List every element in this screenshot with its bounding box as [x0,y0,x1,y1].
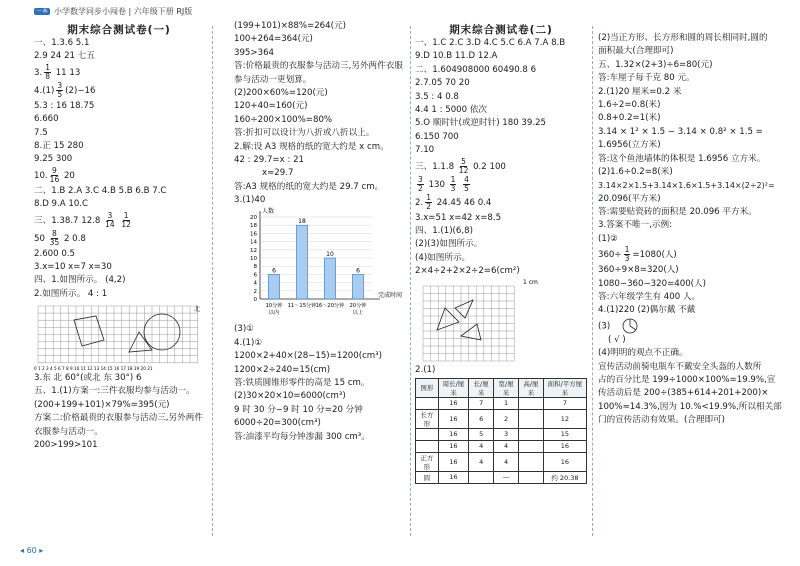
answer-table [415,378,587,484]
ans: 1200×2÷240=15(cm) [234,364,331,375]
table-header-cell: 图形 [416,378,439,397]
ans: (4)如图所示。 [415,252,471,263]
table-cell: 2 [494,409,519,428]
table-header-cell: 宽/厘米 [494,378,519,397]
fraction: $\frac{1}{2}$ [426,192,431,211]
ans: 3.x=51 x=42 x=8.5 [415,212,502,223]
triangle-shape [437,308,459,330]
bar-value-label: 18 [298,218,306,226]
ans: 答:A3 规格的纸的宽大约是 29.7 cm。 [234,181,384,192]
ans: 3.东 北 60°(或北 东 30°) 6 [34,373,142,384]
ans: 5.3 : 16 18.75 [34,100,95,111]
series-badge: 一本 [35,8,48,15]
table-header-cell: 长/厘米 [469,378,494,397]
ans: 8.正 15 280 [34,140,84,151]
bar-value-label: 6 [272,267,276,275]
table-row [416,440,587,452]
table-cell [518,471,543,483]
ans: 4.(1)① [234,337,263,348]
ans: 4.(1) $\frac{3}{5}$ (2)−16 [34,80,96,99]
ans: 9 时 30 分−9 时 10 分=20 分钟 [234,404,363,415]
table-cell: 4 [469,452,494,471]
ans: 2. $\frac{1}{2}$ 24.45 46 0.4 [415,192,492,211]
table-cell: 16 [438,428,469,440]
ans: 答:需要贴瓷砖的面积是 20.096 平方米。 [598,207,757,218]
ans: 2.9 24 21 七五 [34,51,95,62]
x-tick-label: 以上 [352,310,364,317]
ans: 6.660 [34,114,59,125]
x-tick-label: 11～15分钟 [287,303,317,310]
table-cell: 16 [438,397,469,409]
ans: 3.5 : 4 0.8 [415,91,459,102]
table-row [416,428,587,440]
ans: 4.4 1 : 5000 依次 [415,104,488,115]
table-cell: 15 [543,428,586,440]
test-title-1: 期末综合测试卷(一) [67,24,171,36]
ans: 一、1.3.6 5.1 [34,38,90,48]
fraction: $\frac{8}{35}$ [49,228,60,247]
ans: 3.14×2×1.5+3.14×1.6×1.5+3.14×(2÷2)²= [598,181,775,191]
page-number: ◂ 60 ▸ [20,546,44,555]
table-cell [518,397,543,409]
series-title: 小学数学同步小闯卷 | 六年级下册 RJ版 [54,7,193,16]
y-tick-label: 20 [250,215,257,222]
ans: 2.解:设 A3 规格的纸的宽大约是 x cm。 [234,141,389,152]
ans: 3.x=10 x=7 x=30 [34,261,112,272]
table-cell [416,397,439,409]
transform-grid-figure [415,278,587,364]
ans: (1)② [598,233,618,244]
bar [296,226,307,300]
bar [268,275,279,300]
bar [352,275,363,300]
bar-value-label: 6 [356,267,360,275]
ans: 答:车厘子每千克 80 元。 [598,73,695,84]
table-cell: 4 [469,440,494,452]
ans: 五、1.(1)方案一:三件衣服均参与活动一。 [34,386,195,397]
column-4 [598,32,788,428]
table-cell: 1 [494,397,519,409]
triangle-shape [129,332,152,352]
fraction: $\frac{9}{16}$ [49,165,60,184]
ans: 2.如图所示。 4 : 1 [34,288,108,299]
ans: 二、1.B 2.A 3.C 4.B 5.B 6.B 7.C [34,185,167,196]
ans: 3. $\frac{1}{8}$ 11 13 [34,62,81,81]
ans: 一、1.C 2.C 3.D 4.C 5.C 6.A 7.A 8.B [415,38,566,48]
table-header-cell: 高/厘米 [518,378,543,397]
table-cell: 16 [438,409,469,428]
table-row [416,397,587,409]
table-cell [416,440,439,452]
table-cell: 16 [438,452,469,471]
table-cell: 5 [469,428,494,440]
ans: 3.(1)40 [234,195,266,206]
bar-chart [234,207,404,323]
y-tick-label: 12 [250,248,257,255]
table-cell: 16 [438,471,469,483]
ans: 200>199>101 [34,440,98,451]
ans: 20.096(平方米) [598,193,661,204]
x-tick-label: 20分钟 [349,303,367,310]
ans: 方案二:价格最贵的衣服参与活动三,另外两件 [34,413,203,424]
ans: (2)200×60%=120(元) [234,87,328,98]
ans: 2×4÷2+2×2÷2=6(cm²) [415,266,520,277]
y-tick-label: 4 [253,281,257,288]
table-cell: 4 [494,440,519,452]
ans: 0.8+0.2=1(米) [598,113,661,124]
ans: 3.答案不唯一,示例: [598,220,672,231]
table-cell: 6 [469,409,494,428]
fraction: $\frac{5}{12}$ [458,156,469,175]
ans: 答:铁质圆锥形零件的高是 15 cm。 [234,378,370,389]
column-1 [34,22,204,452]
fraction: $\frac{1}{8}$ [45,62,50,81]
ans: (2)(3)如图所示。 [415,239,483,250]
ans: 7.10 [415,145,435,156]
table-cell [469,471,494,483]
table-cell [518,409,543,428]
ans: 8.D 9.A 10.C [34,199,89,210]
table-cell [416,428,439,440]
triangle-shape [461,324,481,340]
ans: 答:六年级学生有 400 人。 [598,292,701,303]
column-divider [212,26,214,536]
table-cell: 4 [494,452,519,471]
ans: 五、1.32×(2+3)÷6=80(元) [598,59,713,70]
ans: 9.25 300 [34,154,73,165]
ans: 三、1.1.8 $\frac{5}{12}$ 0.2 100 [415,156,506,175]
table-cell: 正方形 [416,452,439,471]
bar [324,258,335,299]
ans: 100+264=364(元) [234,34,313,45]
y-tick-label: 8 [253,264,257,271]
north-label: 北 [194,306,201,314]
ans: 395>364 [234,47,275,58]
ans: 2.(1) [415,365,436,376]
table-cell: 7 [543,397,586,409]
ans: 50 $\frac{8}{35}$ 2 0.8 [34,228,86,247]
ans: 42 : 29.7=x : 21 [234,154,305,165]
ans: 三、1.38.7 12.8 $\frac{3}{14}$ $\frac{1}{12}$ [34,210,131,229]
triangle-shape [455,300,473,318]
ans: 占的百分比是 199÷1000×100%=19.9%,宣 [598,374,776,385]
column-2 [234,20,404,444]
ans: 2.7.05 70 20 [415,78,470,89]
table-cell: — [494,471,519,483]
ans: 7.5 [34,127,48,138]
fraction: $\frac{3}{2}$ [418,174,423,193]
ans: 答:这个鱼池墙体的体积是 1.6956 立方米。 [598,153,766,164]
ans: 9.D 10.B 11.D 12.A [415,51,498,62]
ans: 1200×2+40×(28−15)=1200(cm³) [234,351,382,362]
ans: 360÷ $\frac{1}{3}$ =1080(人) [598,245,677,264]
fraction: $\frac{3}{14}$ [105,210,115,229]
column-3 [415,22,587,484]
ans: (2)当正方形、长方形和圆的周长相同时,圆的 [598,33,768,43]
y-tick-label: 18 [250,223,257,230]
test-title-2: 期末综合测试卷(二) [449,24,553,36]
ans: 1.6÷2=0.8(米) [598,99,661,110]
ans: x≈29.7 [262,168,294,179]
table-header-cell: 周长/厘米 [438,378,469,397]
table-cell: 7 [469,397,494,409]
ans: 10. $\frac{9}{16}$ 20 [34,165,75,184]
ans: 2.(1)20 厘米=0.2 米 [598,86,682,97]
y-tick-label: 16 [250,231,257,238]
ans: 面积最大(合理即可) [598,46,674,57]
grid-axis-ticks: 0 1 2 3 4 5 6 7 8 9 10 11 12 13 14 15 16 17 18 19 20 21 [34,366,153,372]
ans: 四、1.(1)(6,8) [415,225,473,236]
ans: 宣传活动前骑电瓶车不戴安全头盔的人数所 [598,361,762,372]
ans: 120+40=160(元) [234,101,308,112]
ans: 4.(1)220 (2)偶尔戴 不戴 [598,305,696,316]
fraction: $\frac{3}{5}$ [57,80,63,99]
table-cell: 16 [438,440,469,452]
ans: 门的宣传活动有效果。(合理即可) [598,415,726,426]
checkmark: ( √ ) [608,334,626,345]
table-cell: 16 [543,452,586,471]
ans: (199+101)×88%=264(元) [234,21,346,31]
x-axis-label: 完成时间 [378,292,403,300]
table-header-cell: 面积/平方厘米 [543,378,586,397]
ans: 二、1.604908000 60490.8 6 [415,64,537,75]
ans: 答:折扣可以设计为八折或八折以上。 [234,128,375,139]
ans: (2)1.6÷0.2=8(米) [598,166,673,177]
table-cell [518,428,543,440]
y-tick-label: 10 [250,256,257,263]
column-divider [410,26,412,536]
fraction: $\frac{1}{3}$ [624,245,630,264]
column-divider [592,26,594,536]
ans: 传活动后是 200÷(385+614+201+200)× [598,388,769,399]
ans: 160÷200×100%=80% [234,114,333,125]
pie-icon [619,318,641,334]
ans: 衣服参与活动一。 [34,426,103,437]
table-cell: 约 20.38 [543,471,586,483]
table-cell: 16 [543,440,586,452]
y-tick-label: 2 [253,289,257,296]
scale-label: 1 cm [523,279,538,287]
ans: 3.14 × 1² × 1.5 − 3.14 × 0.8² × 1.5 = [598,126,763,137]
ans: 2.600 0.5 [34,248,76,259]
y-axis-label: 人数 [262,208,275,216]
fraction: $\frac{4}{5}$ [464,174,469,193]
ans: 5.O 顺时针(或逆时针) 180 39.25 [415,118,547,129]
page-header [34,6,192,17]
ans: 四、1.如图所示。 (4,2) [34,275,126,286]
table-cell [518,440,543,452]
ans: (3) [598,318,788,334]
x-tick-label: 10分钟 [265,303,283,310]
x-tick-label: 以内 [268,310,280,317]
ans: (200+199+101)×79%=395(元) [34,399,170,410]
ans: 6.150 700 [415,131,459,142]
y-tick-label: 14 [250,240,257,247]
table-cell [518,452,543,471]
ans: 100%≈14.3%,因为 10.%<19.9%,所以相关部 [598,401,782,412]
fraction: $\frac{1}{3}$ [450,174,456,193]
coordinate-grid-figure [34,302,206,372]
ans: 6000÷20=300(cm³) [234,418,321,429]
y-tick-label: 0 [253,297,257,304]
ans: 答:油漆平均每分钟渗漏 300 cm³。 [234,431,370,442]
ans: $\frac{3}{2}$ 130 $\frac{1}{3}$ $\frac{4}{5}$ [418,174,469,193]
x-tick-label: 16～20分钟 [315,303,345,310]
ans: 1.6956(立方米) [598,140,661,151]
table-row [416,452,587,471]
table-row [416,409,587,428]
table-cell: 圆 [416,471,439,483]
table-cell: 长方形 [416,409,439,428]
ans: 参与活动一更划算。 [234,74,312,85]
ans: (2)30×20×10=6000(cm³) [234,391,346,402]
ans: (3)① [234,324,254,335]
ans: 1080−360−320=400(人) [598,278,706,289]
ans: 360÷9×8=320(人) [598,265,679,276]
ans: 答:价格最贵的衣服参与活动三,另外两件衣服 [234,61,403,72]
y-tick-label: 6 [253,272,257,279]
ans: (4)明明的观点不正确。 [598,348,688,359]
table-cell: 3 [494,428,519,440]
table-row [416,471,587,483]
table-cell: 12 [543,409,586,428]
fraction: $\frac{1}{12}$ [121,210,131,229]
bar-value-label: 10 [326,251,334,259]
